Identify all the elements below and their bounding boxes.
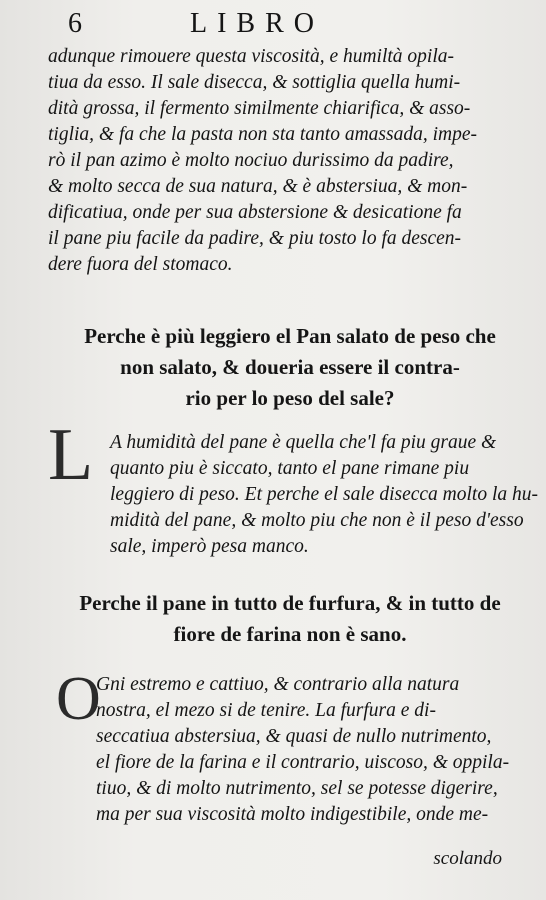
- paragraph-2: [110, 430, 538, 560]
- text-line: leggiero di peso. Et perche el sale disecca molto la hu-: [110, 484, 538, 505]
- text-line: nostra, el mezo si de tenire. La furfura e di-: [96, 700, 436, 721]
- text-line: tiglia, & fa che la pasta non sta tanto amassada, impe-: [48, 124, 477, 145]
- text-line: seccatiua abstersiua, & quasi de nullo nutrimento,: [96, 726, 492, 747]
- text-line: quanto piu è siccato, tanto el pane rimane piu: [110, 458, 470, 479]
- text-line: el fiore de la farina e il contrario, uiscoso, & oppila-: [96, 752, 510, 773]
- paragraph-1: [48, 44, 532, 278]
- catchword: scolando: [433, 848, 502, 869]
- page-header: [60, 8, 500, 44]
- heading-line: rio per lo peso del sale?: [185, 386, 395, 410]
- running-head: LIBRO: [190, 8, 324, 39]
- drop-cap-L: L: [48, 414, 94, 496]
- text-line: tiuo, & di molto nutrimento, sel se potesse digerire,: [96, 778, 498, 799]
- text-line: il pane piu facile da padire, & piu tosto lo fa descen-: [48, 228, 462, 249]
- text-line: dificatiua, onde per sua abstersione & desicatione fa: [48, 202, 462, 223]
- page-number: 6: [68, 8, 82, 39]
- text-line: sale, imperò pesa manco.: [110, 536, 309, 557]
- heading-line: Perche è più leggiero el Pan salato de peso che: [84, 324, 496, 348]
- text-line: midità del pane, & molto piu che non è il peso d'esso: [110, 510, 524, 531]
- drop-cap-O: O: [56, 665, 101, 733]
- text-line: tiua da esso. Il sale disecca, & sottiglia quella humi-: [48, 72, 461, 93]
- section-heading-1: [48, 321, 532, 414]
- text-line: Gni estremo e cattiuo, & contrario alla natura: [96, 674, 460, 695]
- heading-line: non salato, & doueria essere il contra-: [120, 355, 460, 379]
- text-line: & molto secca de sua natura, & è abstersiua, & mon-: [48, 176, 468, 197]
- text-line: dere fuora del stomaco.: [48, 254, 233, 275]
- text-line: adunque rimouere questa viscosità, e humiltà opila-: [48, 46, 455, 67]
- text-line: A humidità del pane è quella che'l fa piu graue &: [110, 432, 497, 453]
- heading-line: Perche il pane in tutto de furfura, & in tutto de: [79, 591, 501, 615]
- heading-line: fiore de farina non è sano.: [173, 622, 407, 646]
- paragraph-3: [96, 672, 530, 828]
- section-heading-2: [48, 588, 532, 650]
- text-line: dità grossa, il fermento similmente chiarifica, & asso-: [48, 98, 471, 119]
- text-line: rò il pan azimo è molto nociuo durissimo da padire,: [48, 150, 454, 171]
- text-line: ma per sua viscosità molto indigestibile, onde me-: [96, 804, 489, 825]
